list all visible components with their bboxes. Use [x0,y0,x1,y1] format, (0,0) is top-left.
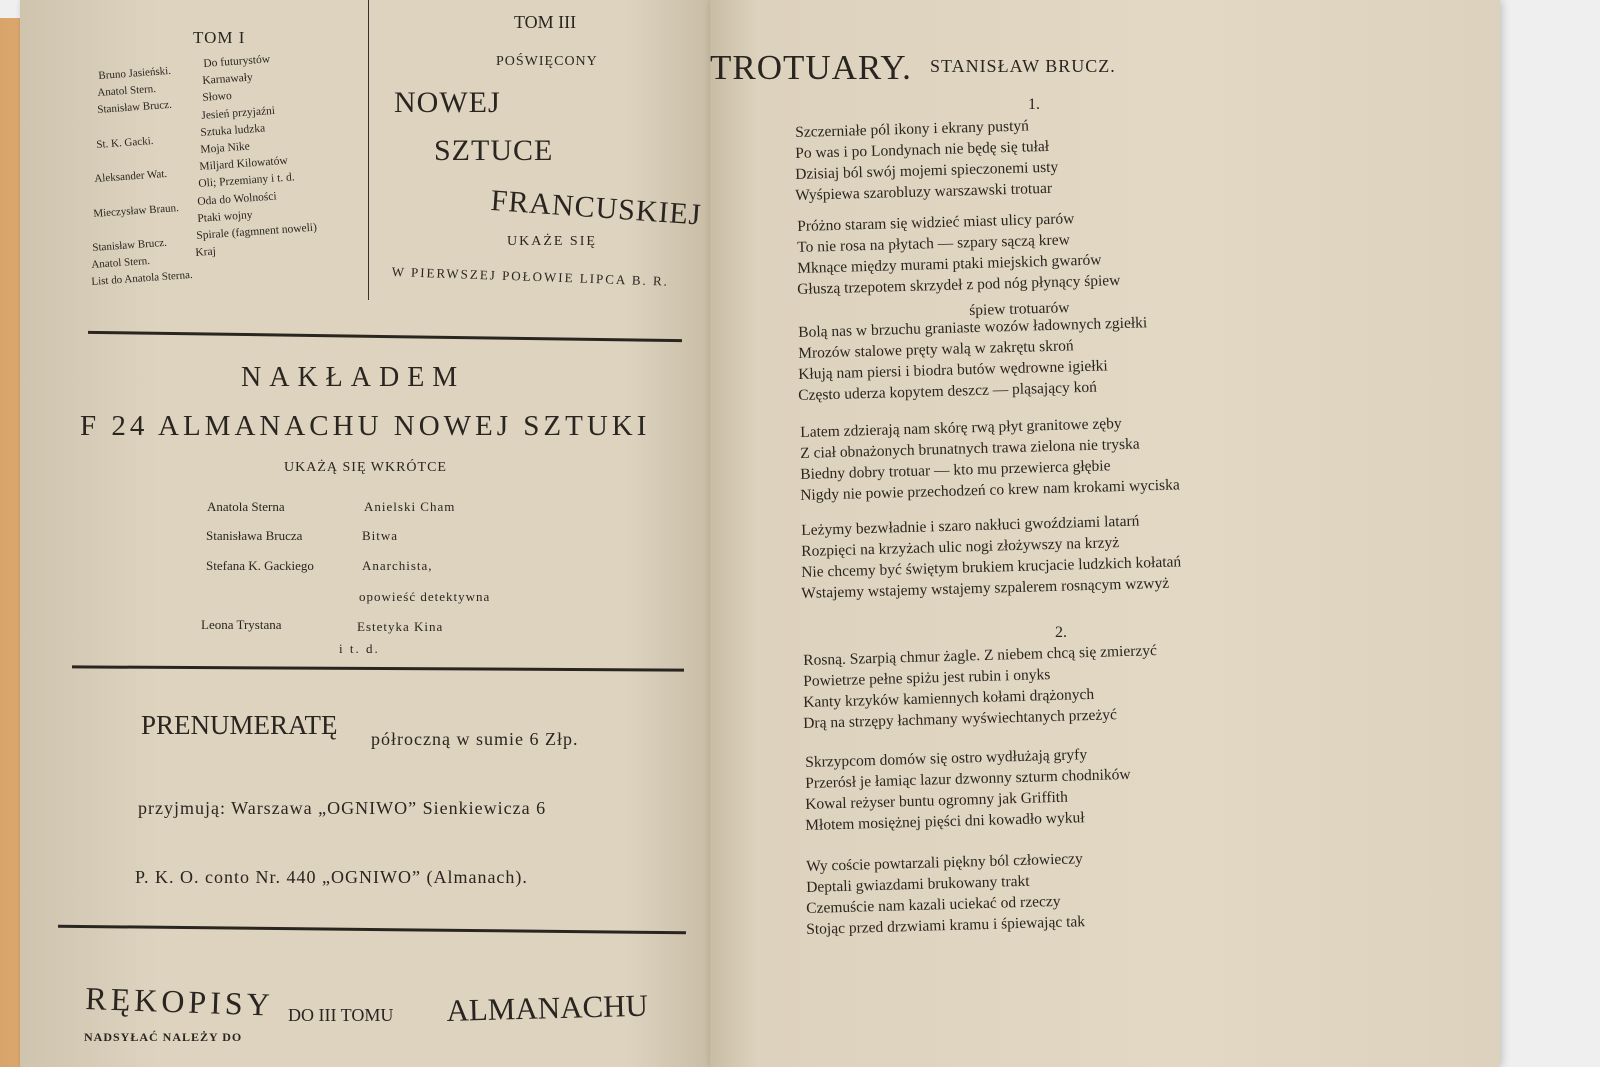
poem-line: Leżymy bezwładnie i szaro nakłuci gwoździami latarń [801,512,1141,539]
poem-line: To nie rosa na płytach — szpary sączą krew [796,231,1070,256]
tom1-title: Do futurystów [203,53,271,70]
poem-author: STANISŁAW BRUCZ. [930,56,1116,76]
poem-line: Rosną. Szarpią chmur żagle. Z niebem chcą się zmierzyć [803,642,1158,669]
divider-2 [72,665,684,671]
poem-line: Drą na strzępy łachmany wyświechtanych przeżyć [803,706,1118,732]
poem-line: Bolą nas w brzuchu graniaste wozów ładownych zgiełki [798,314,1148,341]
left-page [20,0,710,1067]
column-divider [368,0,369,300]
poem-line: Próżno staram się widzieć miast ulicy parów [796,210,1075,235]
poem-line: Deptali gwiazdami brukowany trakt [806,872,1030,896]
tom3-dedicated: POŚWIĘCONY [496,54,598,69]
poem-line: Mrozów stalowe pręty walą w zakrętu skroń [798,337,1075,362]
tom1-title: Karnawały [202,71,254,88]
manuscripts-word2: DO III TOMU [288,1005,394,1025]
subscription-big: PRENUMERATĘ [141,710,338,740]
poem-line: Z ciał obnażonych brunatnych trawa zielona nie tryska [799,435,1140,462]
tom1-author: List do Anatola Sterna. [90,269,193,289]
poem-line: Głuszą trzepotem skrzydeł z pod nóg płynący śpiew [796,271,1121,298]
poem-line: Stojąc przed drzwiami kramu i śpiewając tak [806,913,1086,938]
tom1-author: Bruno Jasieński. [98,64,172,82]
poem-line: Przerósł je łamiąc lazur dzwonny szturm chodników [804,765,1131,792]
tom1-author: Anatol Stern. [91,255,151,272]
tom3-when: W PIERWSZEJ POŁOWIE LIPCA B. R. [391,264,670,289]
announce-title: Anielski Cham [364,499,456,514]
tom1-title: Spirale (fagmnent noweli) [196,221,318,242]
tom1-title: Słowo [201,90,232,105]
tom1-title: Sztuka ludzka [200,122,266,139]
tom1-title: Kraj [195,245,217,260]
poem-line: Wstajemy wstajemy wstajemy szpalerem rosnącym wzwyż [801,574,1170,602]
part2-number: 2. [1055,624,1067,641]
announce-author: Anatola Sterna [207,499,285,514]
tom1-title: Oda do Wolności [197,190,278,208]
announce-author: Stanisława Brucza [206,528,303,543]
divider-3 [58,925,686,935]
announce-etc: i t. d. [339,641,380,656]
poem-line: Nigdy nie powie przechodzeń co krew nam krokami wyciska [799,476,1180,504]
poem-line: Powietrze pełne spiżu jest rubin i onyks [803,666,1051,690]
divider-1 [88,331,682,342]
right-page [710,0,1500,1067]
announce-title: opowieść detektywna [359,589,491,604]
announce-title: Bitwa [362,528,399,543]
poem-line: Często uderza kopytem deszcz — pląsający koń [798,378,1098,404]
poem-line: Skrzypcom domów się ostro wydłużają gryfy [804,746,1087,771]
poem-line: Mknące między murami ptaki miejskich gwarów [796,251,1102,277]
announce-author: Stefana K. Gackiego [206,558,314,573]
tom1-title: Miljard Kilowatów [198,155,288,174]
poem-line: Kłują nam piersi i biodra butów wędrowne igiełki [798,357,1109,383]
poem-line: Biedny dobry trotuar — kto mu przewierca głębie [799,457,1111,483]
tom1-title: Moja Nike [199,140,250,156]
poem-line: Wyśpiewa szarobluzy warszawski trotuar [795,179,1053,204]
part1-number: 1. [1028,96,1040,113]
tom1-author: Aleksander Wat. [94,168,168,186]
tom1-author: Mieczysław Braun. [93,201,180,220]
poem-line: Młotem mosiężnej pięści dni kowadło wykuł [804,809,1085,834]
tom3-line3: FRANCUSKIEJ [489,184,703,232]
poem-line: Nie chcemy być świętym brukiem krucjacie ludzkich kołatań [801,553,1182,581]
publisher-subtitle: UKAŻĄ SIĘ WKRÓTCE [284,460,447,475]
poem-line: Rozpięci na krzyżach ulic nogi złożywszy na krzyż [801,534,1120,560]
poem-line: Kanty krzyków kamiennych kołami drążonych [803,685,1095,711]
poem-line: śpiew trotuarów [968,299,1070,319]
tom3-appears: UKAŻE SIĘ [507,234,597,249]
manuscripts-cut-line: NADSYŁAĆ NALEŻY DO [84,1030,243,1044]
poem-line: Latem zdzierają nam skórę rwą płyt granitowe zęby [799,415,1122,441]
publisher-line1: NAKŁADEM [241,362,466,393]
manuscripts-word1: RĘKOPISY [84,980,275,1023]
manuscripts-word3: ALMANACHU [446,987,649,1028]
tom1-title: Ptaki wojny [196,208,253,225]
subscription-accepted: przyjmują: Warszawa „OGNIWO” Sienkiewicza 6 [138,798,547,818]
subscription-rest: półroczną w sumie 6 Złp. [371,729,579,749]
announce-author: Leona Trystana [201,617,282,632]
tom1-author: Stanisław Brucz. [96,99,172,117]
subscription-account: P. K. O. conto Nr. 440 „OGNIWO” (Almanach). [135,867,528,887]
tom1-author: St. K. Gacki. [95,134,154,151]
tom1-title: Oli; Przemiany i t. d. [198,171,296,191]
poem-line: Kowal reżyser buntu ogromny jak Griffith [804,788,1068,813]
poem-line: Dzisiaj ból swój mojemi spieczonemi usty [795,158,1059,183]
poem-line: Wy coście powtarzali piękny ból człowieczy [806,850,1084,875]
announce-title: Anarchista, [362,558,433,573]
tom1-title: Jesień przyjaźni [200,104,276,122]
tom3-heading: TOM III [514,12,577,32]
publisher-line2: F 24 ALMANACHU NOWEJ SZTUKI [80,410,651,442]
tom3-line1: NOWEJ [394,86,501,119]
poem-line: Czemuście nam kazali uciekać od rzeczy [806,892,1061,917]
poem-line: Szczerniałe pól ikony i ekrany pustyń [795,117,1030,141]
poem-line: Po was i po Londynach nie będę się tułał [795,137,1050,162]
announce-title: Estetyka Kina [357,619,444,634]
tom3-line2: SZTUCE [434,134,554,167]
tom1-author: Anatol Stern. [97,83,157,100]
tom1-heading: TOM I [193,28,246,47]
tom1-author: Stanisław Brucz. [92,236,168,254]
poem-title: TROTUARY. [710,48,912,87]
